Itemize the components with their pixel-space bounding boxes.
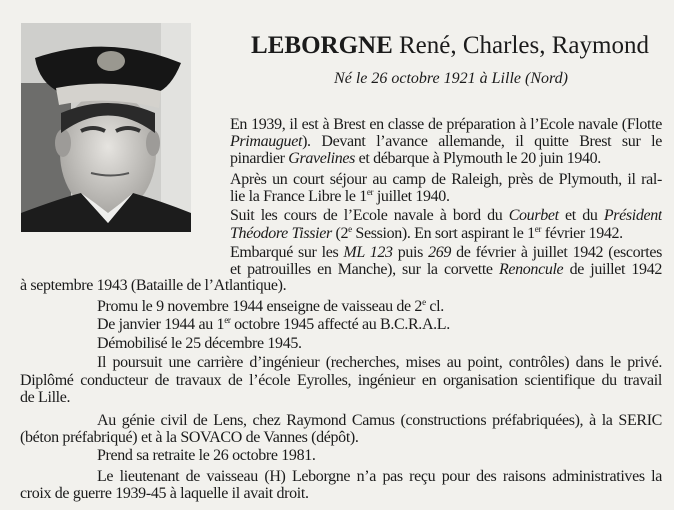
text: lie la France Libre le 1 xyxy=(230,188,367,205)
italic-text: Gravelines xyxy=(288,150,355,167)
text: et du xyxy=(558,207,604,224)
text-line xyxy=(230,188,662,206)
text: de juillet 1942 xyxy=(563,261,662,278)
text-line xyxy=(230,116,662,134)
italic-text: Président xyxy=(603,207,662,224)
italic-text: ML 123 xyxy=(343,244,393,261)
text-line xyxy=(97,354,662,372)
text: De janvier 1944 au 1 xyxy=(97,316,225,333)
text: (béton préfabriqué) et à la SOVACO de Vannes (dépôt). xyxy=(20,429,359,446)
text-line xyxy=(20,429,662,447)
superscript: er xyxy=(534,224,542,234)
italic-text: Renoncule xyxy=(498,261,564,278)
text: de février à juillet 1942 (escortes xyxy=(451,244,662,261)
text-line xyxy=(20,277,662,295)
text: (2 xyxy=(331,225,349,242)
text: pinardier xyxy=(230,150,289,167)
text: croix de guerre 1939-45 à laquelle il avait droit. xyxy=(20,485,309,502)
text-line xyxy=(97,447,662,465)
italic-text: Théodore Tissier xyxy=(230,225,332,242)
text-line xyxy=(230,207,662,225)
text: Embarqué sur les xyxy=(230,244,344,261)
italic-text: Primauguet xyxy=(230,133,303,150)
text: juillet 1940. xyxy=(373,188,450,205)
text: Suit les cours de l’Ecole navale à bord du xyxy=(230,207,509,224)
text-line xyxy=(20,485,662,503)
text-line xyxy=(230,133,662,151)
text-line xyxy=(20,389,662,407)
text: Prend sa retraite le 26 octobre 1981. xyxy=(97,447,316,464)
text: Le lieutenant de vaisseau (H) Leborgne n’a pas reçu pour des raisons administratives la xyxy=(97,468,662,485)
text: février 1942. xyxy=(541,225,623,242)
text: et patrouilles en Manche), sur la corvette xyxy=(230,261,499,278)
text: Promu le 9 novembre 1944 enseigne de vaisseau de 2 xyxy=(97,298,423,315)
given-names: René, Charles, Raymond xyxy=(399,32,649,59)
text: octobre 1945 affecté au B.C.R.A.L. xyxy=(230,316,450,333)
text: et débarque à Plymouth le 20 juin 1940. xyxy=(354,150,601,167)
superscript: er xyxy=(366,187,374,197)
text-line xyxy=(230,150,662,168)
italic-text: 269 xyxy=(428,244,452,261)
text: puis xyxy=(392,244,429,261)
text: Il poursuit une carrière d’ingénieur (recherches, mises au point, contrôles) dans le privé. xyxy=(97,354,662,371)
text-line xyxy=(97,412,662,430)
text: Démobilisé le 25 décembre 1945. xyxy=(97,335,302,352)
superscript: er xyxy=(224,315,231,325)
text-line xyxy=(230,171,662,189)
italic-text: Courbet xyxy=(508,207,559,224)
text: En 1939, il est à Brest en classe de préparation à l’Ecole navale (Flotte xyxy=(230,116,662,133)
text-line xyxy=(97,316,662,334)
text: Après un court séjour au camp de Raleigh, près de Plymouth, il ral- xyxy=(230,171,662,188)
text: Session). En sort aspirant le 1 xyxy=(351,225,535,242)
text-line xyxy=(97,298,662,316)
text-line xyxy=(230,244,662,262)
superscript: e xyxy=(348,224,352,234)
text-line xyxy=(97,468,662,486)
surname: LEBORGNE xyxy=(251,32,393,59)
page-title xyxy=(200,32,674,60)
text-line xyxy=(97,335,662,353)
text: Diplômé conducteur de travaux de l’école Eyrolles, ingénieur en organisation scientifique du travail xyxy=(20,372,662,389)
text: cl. xyxy=(425,298,444,315)
text: ). Devant l’avance allemande, il quitte Brest sur le xyxy=(302,133,662,150)
superscript: e xyxy=(422,297,426,307)
text-line xyxy=(230,225,662,243)
birth-info: Né le 26 octobre 1921 à Lille (Nord) xyxy=(334,70,568,87)
portrait-photo xyxy=(21,23,191,232)
text-line xyxy=(20,372,662,390)
text: de Lille. xyxy=(20,389,71,406)
text: Au génie civil de Lens, chez Raymond Camus (constructions préfabriquées), à la SERIC xyxy=(97,412,662,429)
text: à septembre 1943 (Bataille de l’Atlantique). xyxy=(20,277,287,294)
